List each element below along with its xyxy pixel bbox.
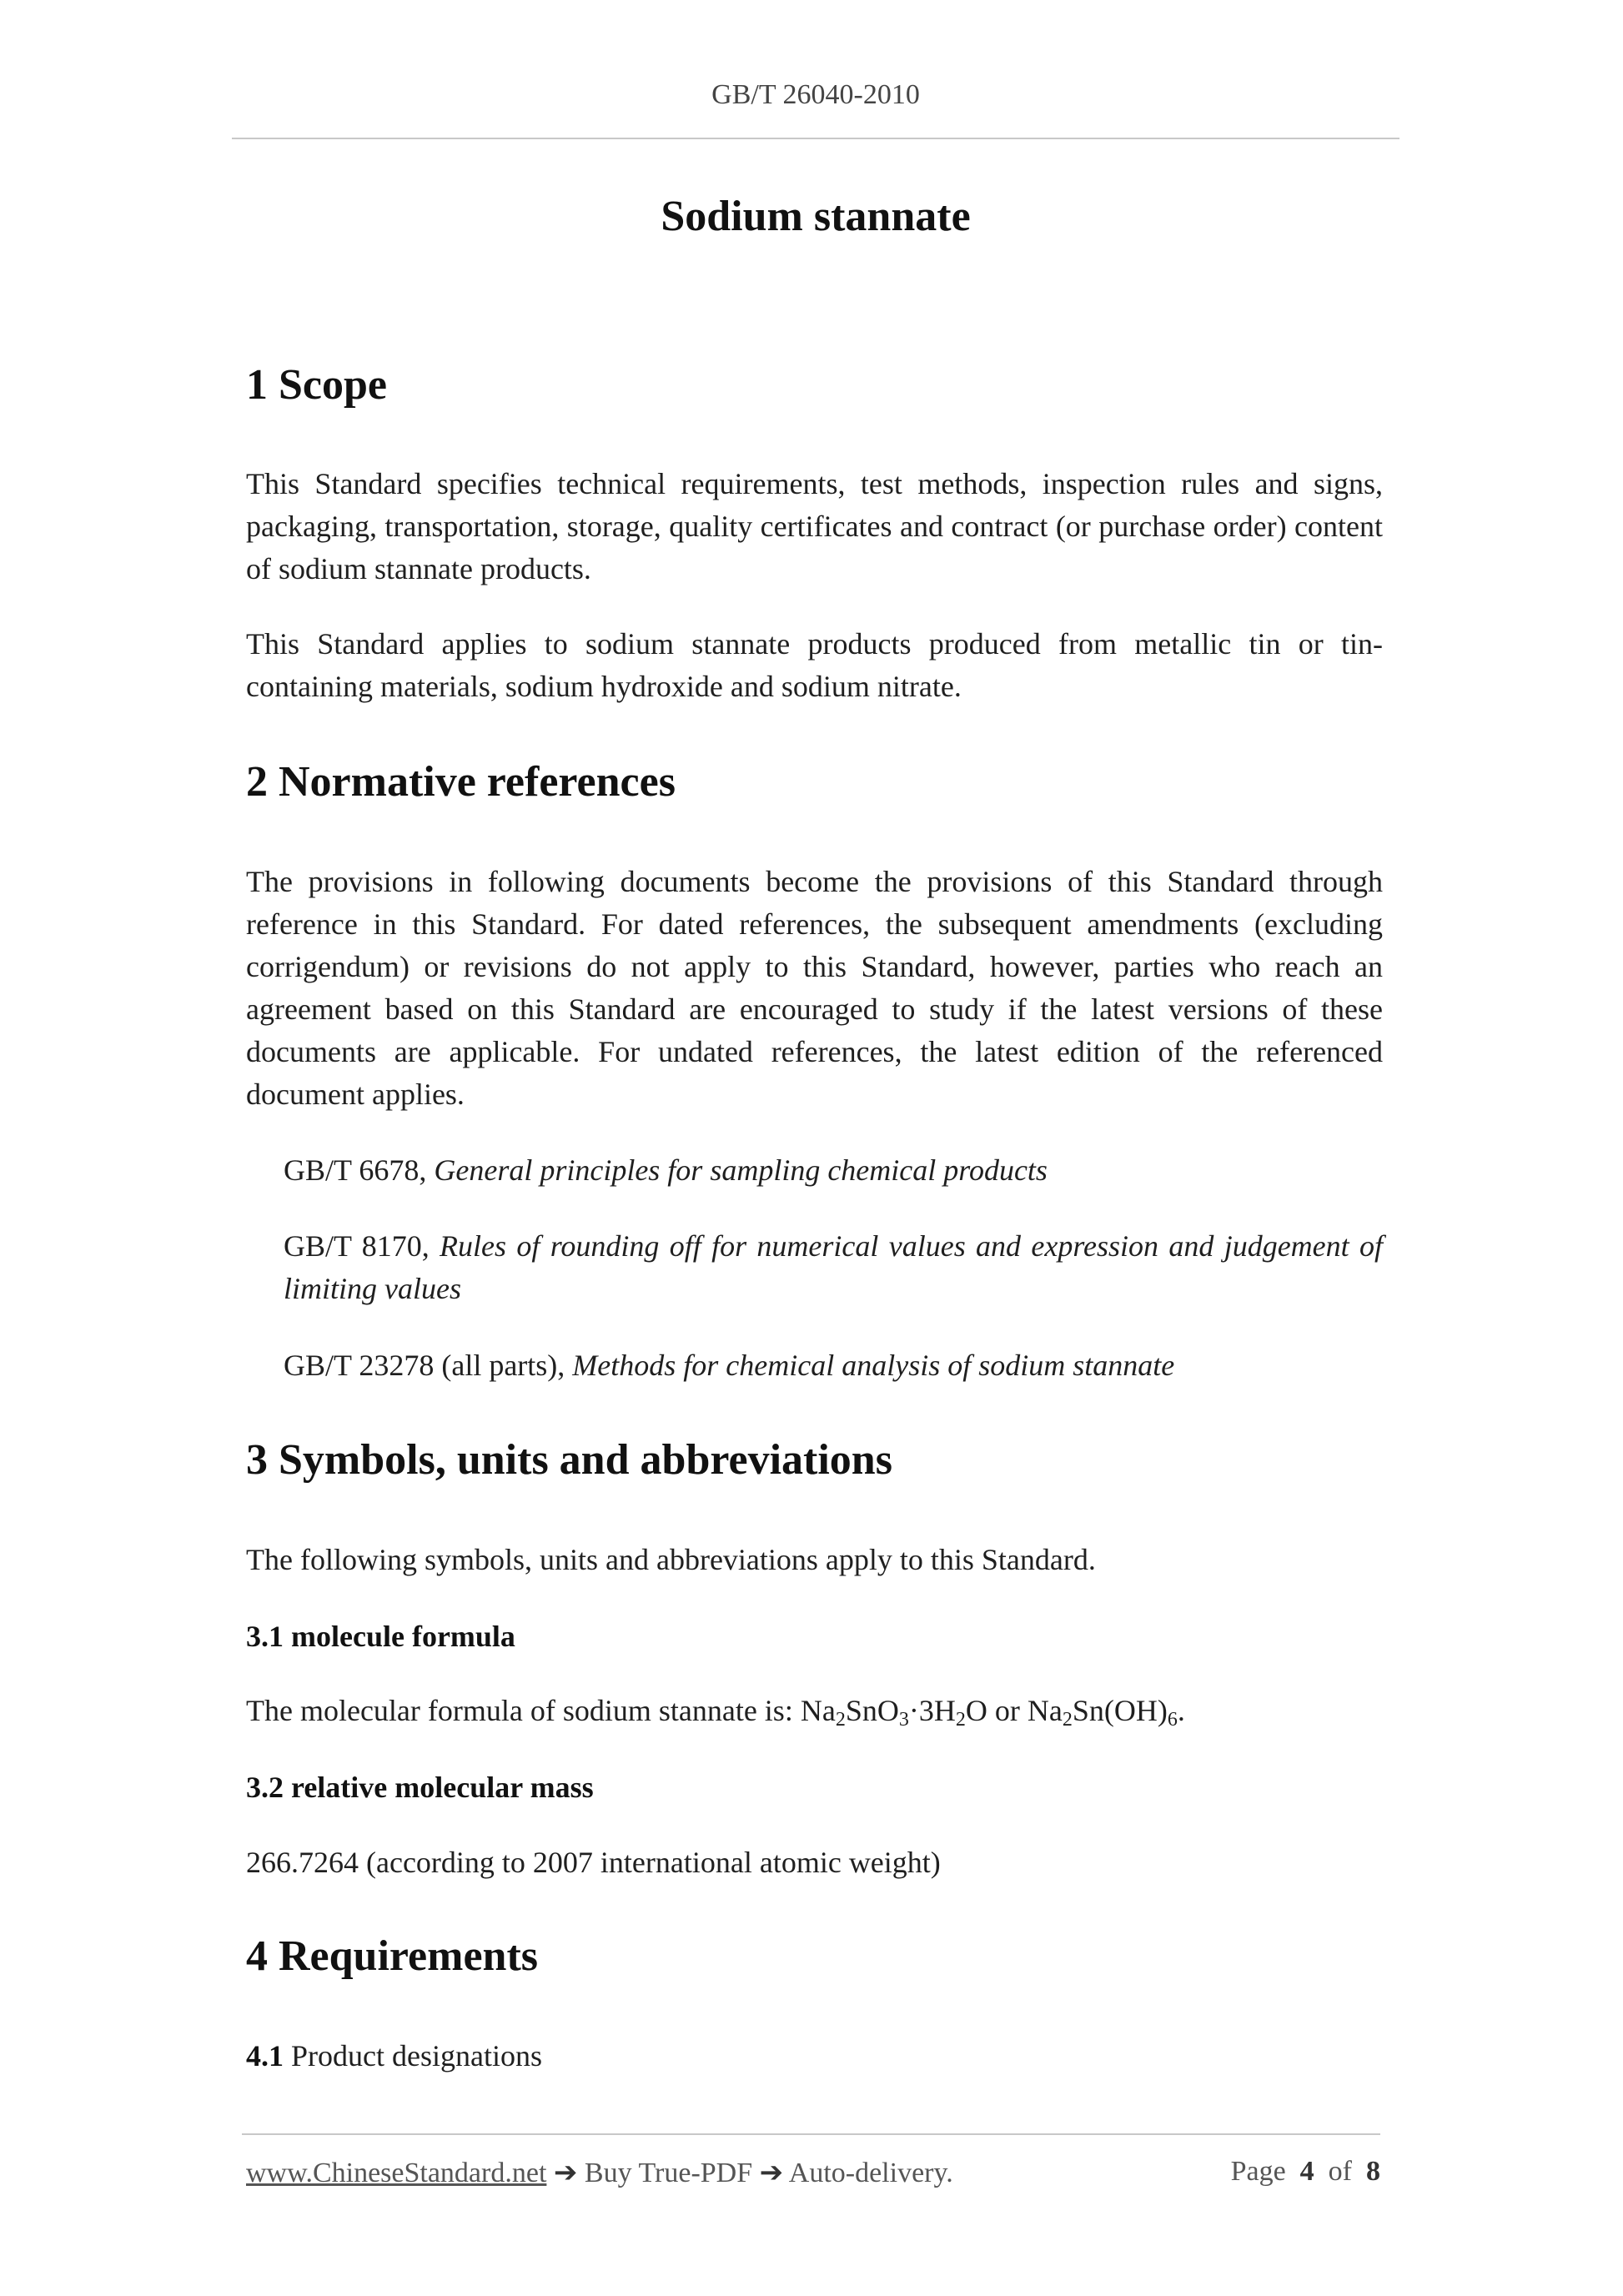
molecular-formula-text: The molecular formula of sodium stannate is: $Na_2SnO_3\cdot 3H_2O$ or $Na_2Sn(OH)_6$. (246, 1694, 1185, 1731)
section-heading-scope: 1 Scope (246, 361, 387, 409)
section-heading-requirements: 4 Requirements (246, 1932, 539, 1980)
reference-code: GB/T 23278 (all parts), (284, 1349, 573, 1382)
subsection-heading-relative-molecular-mass: 3.2 relative molecular mass (246, 1771, 594, 1804)
page-header-standard-code: GB/T 26040-2010 (711, 79, 920, 110)
scope-paragraph-2: This Standard applies to sodium stannate products produced from metallic tin or tin-containing materials, sodium hydroxide and sodium nitrate. (246, 627, 1383, 703)
section-heading-symbols: 3 Symbols, units and abbreviations (246, 1436, 892, 1484)
section-heading-normative-references: 2 Normative references (246, 758, 676, 806)
arrow-right-icon: ➔ (759, 2158, 784, 2188)
page-footer (246, 2156, 1380, 2189)
reference-item (284, 1225, 1383, 1310)
document-title: Sodium stannate (661, 193, 971, 240)
page-indicator: Page 4 of 8 (1230, 2156, 1380, 2187)
arrow-right-icon: ➔ (553, 2158, 578, 2188)
relative-molecular-mass-text: 266.7264 (according to 2007 international atomic weight) (246, 1846, 941, 1879)
reference-title: Rules of rounding off for numerical values and expression and judgement of limiting values (284, 1229, 1384, 1305)
formula-2: $Na_2Sn(OH)_6$ (1027, 1694, 1178, 1731)
scope-paragraph-1: This Standard specifies technical requirements, test methods, inspection rules and signs, packaging, transportation, storage, quality certificates and contract (or purchase order) content of sodium stannate products. (246, 467, 1383, 585)
clause-number: 4.1 (246, 2039, 284, 2072)
reference-item (284, 1344, 1383, 1387)
auto-delivery-text: Auto-delivery. (783, 2158, 953, 2188)
clause-4-1 (246, 2038, 542, 2073)
chinesestandard-link[interactable]: www.ChineseStandard.net (246, 2158, 547, 2188)
reference-code: GB/T 8170, (284, 1229, 440, 1263)
buy-true-pdf-text: Buy True-PDF (577, 2158, 760, 2188)
page-current: 4 (1299, 2156, 1314, 2187)
header-divider (232, 138, 1399, 139)
normative-paragraph: The provisions in following documents become the provisions of this Standard through reference in this Standard. For dated references, the subsequent amendments (excluding corrigendum) or revisions do not apply to this Standard, however, parties who reach an agreement based on this Standard are encouraged to study if the latest versions of these documents are applicable. For undated references, the latest edition of the referenced document applies. (246, 865, 1383, 1111)
reference-title: Methods for chemical analysis of sodium stannate (572, 1349, 1175, 1382)
clause-text: Product designations (284, 2039, 542, 2072)
symbols-intro: The following symbols, units and abbreviations apply to this Standard. (246, 1543, 1096, 1576)
reference-item (284, 1149, 1383, 1192)
reference-code: GB/T 6678, (284, 1153, 435, 1187)
footer-divider (242, 2133, 1380, 2135)
subsection-heading-molecule-formula: 3.1 molecule formula (246, 1620, 515, 1653)
formula-1: $Na_2SnO_3\cdot 3H_2O$ (800, 1694, 987, 1731)
reference-title: General principles for sampling chemical products (434, 1153, 1048, 1187)
page-total: 8 (1366, 2156, 1380, 2187)
